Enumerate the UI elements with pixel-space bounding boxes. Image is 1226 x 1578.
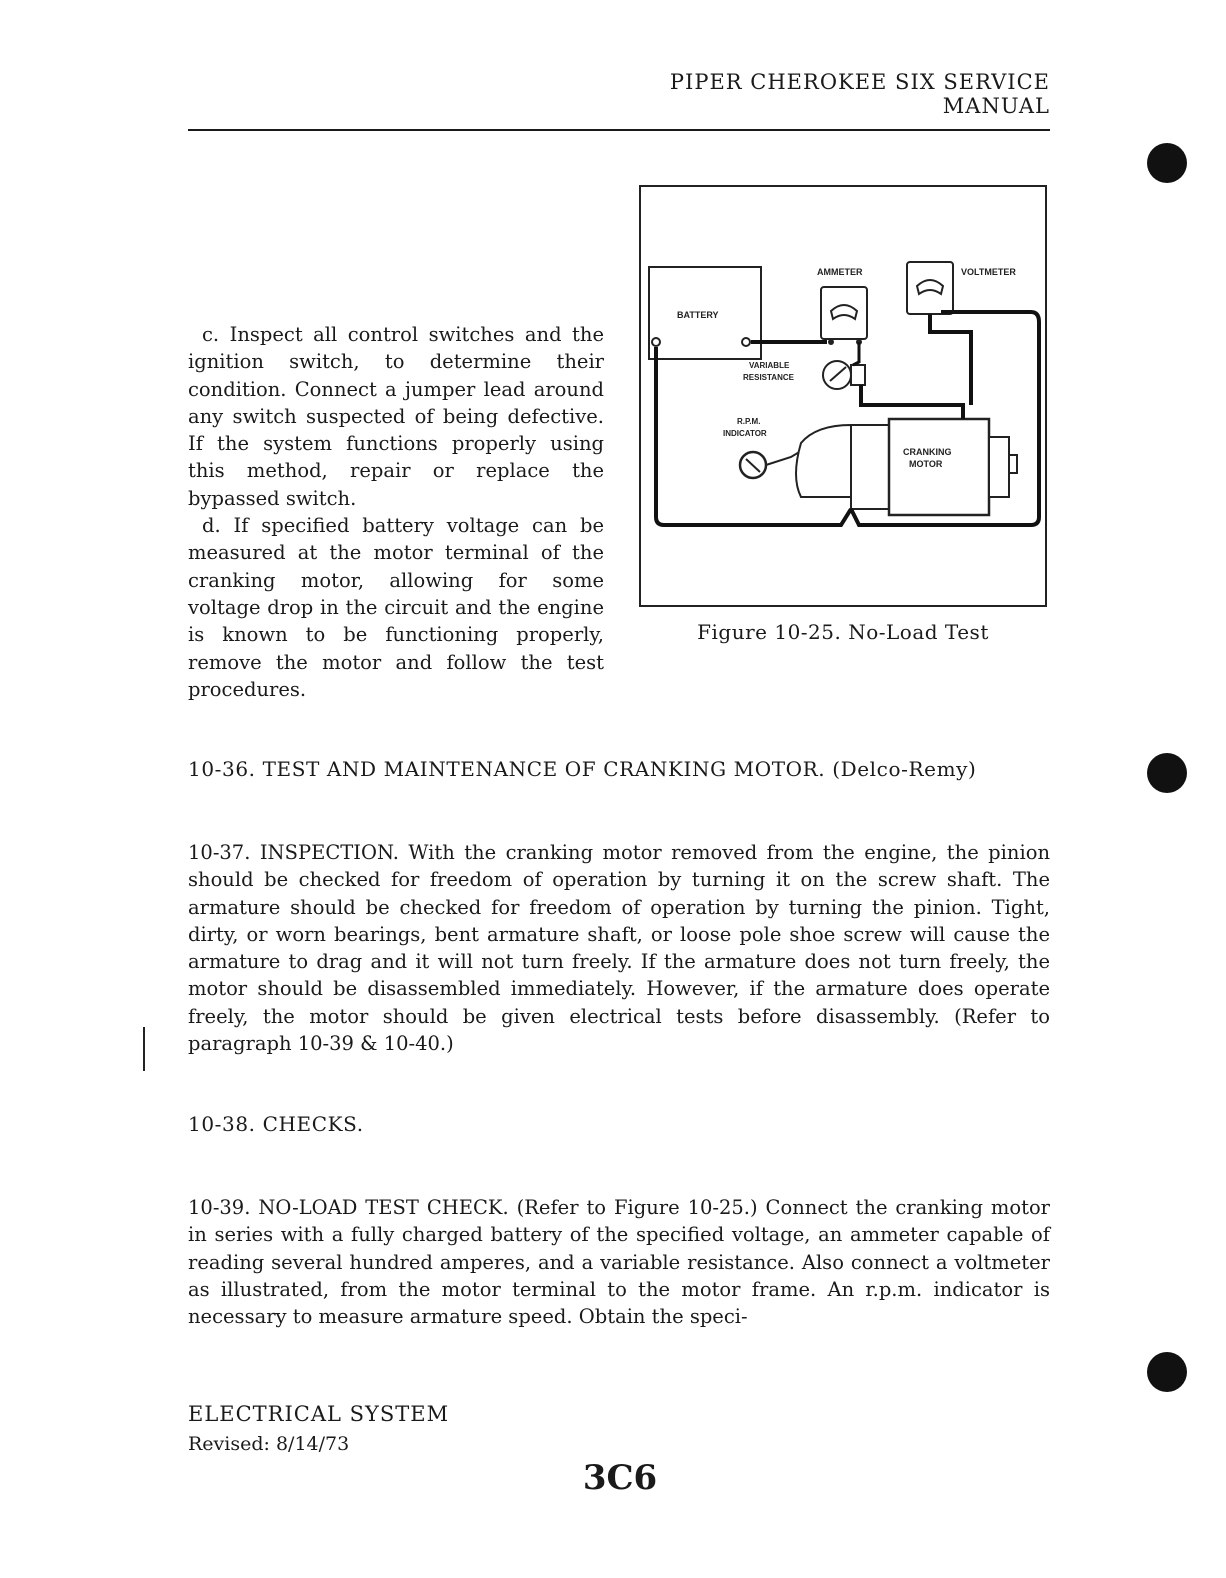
binder-hole-top [1147,143,1187,183]
ammeter-label: AMMETER [817,267,863,277]
battery-label: BATTERY [677,310,719,320]
heading-10-37: 10-37. INSPECTION. [188,841,399,864]
motor-drive-housing [796,425,851,497]
variable-resistance-body [851,365,865,385]
wire-voltmeter-terminal [930,314,971,405]
motor-label: MOTOR [909,459,943,469]
paragraph-c: c. Inspect all control switches and the ignition switch, to determine their condition. Connect a jumper lead around any switch suspected of being defective. If the system functions properly using this method, repair or replace the bypassed switch. [188,323,604,510]
voltmeter-box [907,262,953,314]
ammeter-terminal-left [828,339,834,345]
ammeter-box [821,287,867,339]
text-10-39: (Refer to Figure 10-25.) Connect the cranking motor in series with a fully charged battery of the specified voltage, an ammeter capable of reading several hundred amperes, and a variable resistance. Also connect a voltmeter as illustrated, from the motor terminal to the motor frame. An r.p.m. indicator is necessary to measure armature speed. Obtain the speci- [188,1196,1051,1329]
voltmeter-label: VOLTMETER [961,267,1016,277]
page-number: 3C6 [582,1458,658,1498]
battery-terminal-pos [742,338,750,346]
figure-no-load-test [639,185,1047,607]
rpm-label: R.P.M. [737,417,761,426]
indicator-label: INDICATOR [723,429,767,438]
footer-revised-date: Revised: 8/14/73 [188,1433,350,1455]
left-column-text [188,321,604,703]
binder-hole-bottom [1147,1352,1187,1392]
no-load-test-diagram [641,187,1045,605]
text-10-37: With the cranking motor removed from the engine, the pinion should be checked for freedom of operation by turning it on the screw shaft. The armature should be checked for freedom of operation by turning the pinion. Tight, dirty, or worn bearings, bent armature shaft, or loose pole shoe screw will cause the armature to drag and it will not turn freely. If the armature does not turn freely, the motor should be disassembled immediately. However, if the armature does operate freely, the motor should be given electrical tests before disassembly. (Refer to paragraph 10-39 & 10-40.) [188,841,1050,1056]
cranking-label: CRANKING [903,447,952,457]
figure-caption: Figure 10-25. No-Load Test [697,620,989,644]
header-rule [188,129,1050,131]
variable-label: VARIABLE [749,361,790,370]
heading-10-39: 10-39. NO-LOAD TEST CHECK. [188,1196,509,1219]
resistance-label: RESISTANCE [743,373,794,382]
section-10-39 [188,1194,1050,1330]
heading-10-38: 10-38. CHECKS. [188,1112,364,1136]
motor-end-frame [851,425,889,509]
wire-resistance-motor [861,385,963,419]
binder-hole-middle [1147,753,1187,793]
footer-section-title: ELECTRICAL SYSTEM [188,1402,450,1426]
revision-bar [143,1027,145,1071]
paragraph-d: d. If specified battery voltage can be measured at the motor terminal of the cranking motor, allowing for some voltage drop in the circuit and the engine is known to be functioning properly, remove the motor and follow the test procedures. [188,514,604,701]
wire-ammeter-resistance [853,342,859,365]
page-header-title: PIPER CHEROKEE SIX SERVICE MANUAL [669,70,1050,118]
battery-terminal-neg [652,338,660,346]
section-10-37 [188,839,1050,1057]
heading-10-36: 10-36. TEST AND MAINTENANCE OF CRANKING MOTOR. (Delco-Remy) [188,757,977,781]
